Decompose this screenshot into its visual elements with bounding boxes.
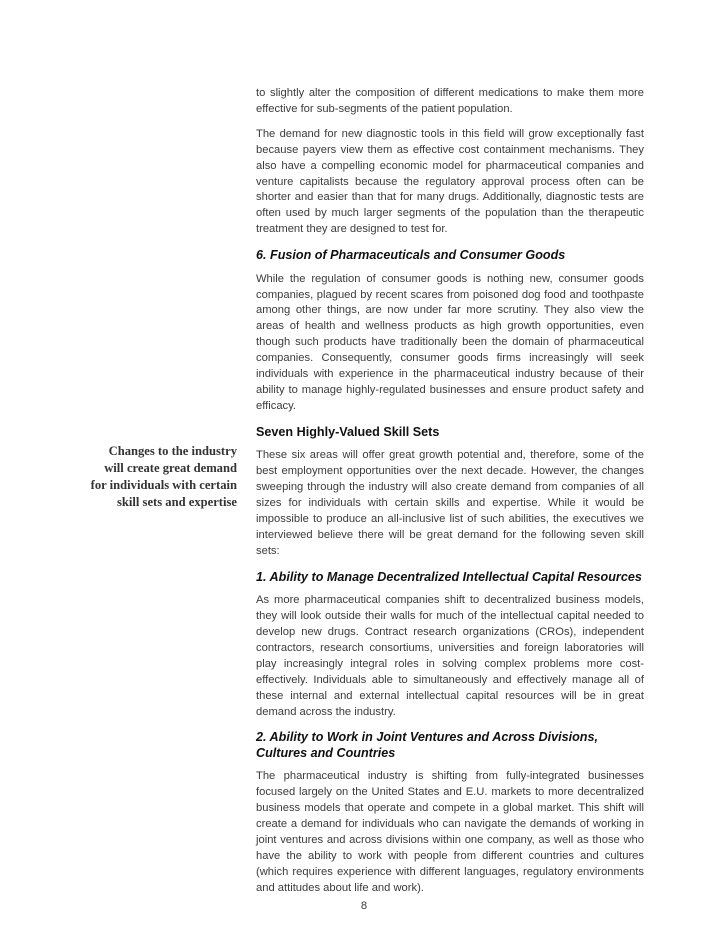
skill-1-paragraph: As more pharmaceutical companies shift to decentralized business models, they will look outside their walls for much of the intellectual capital needed to develop new drugs. Contract research organizations (CROs), independent contractors, research consortiums, universities and foreign laboratories will play increasingly integral roles in solving complex problems more cost-effectively. Individuals able to simultaneously and effectively manage all of these internal and external intellectual capital resources will be in great demand across the industry. — [256, 594, 644, 718]
skill-2-heading: 2. Ability to Work in Joint Ventures and Across Divisions, Cultures and Countries — [256, 730, 598, 760]
sidebar-pull-quote: Changes to the industry will create great demand for individuals with certain skill sets and expertise — [90, 444, 237, 510]
skill-1-heading: 1. Ability to Manage Decentralized Intellectual Capital Resources — [256, 569, 642, 584]
page-number: 8 — [360, 900, 368, 912]
intro-paragraph-1: to slightly alter the composition of different medications to make them more effective for sub-segments of the patient population. — [256, 87, 644, 115]
skill-sets-paragraph: These six areas will offer great growth potential and, therefore, some of the best employment opportunities over the next decade. However, the changes sweeping through the industry will also create demand from companies of all sizes for individuals with certain skills and expertise. While it would be impossible to produce an all-inclusive list of such abilities, the executives we interviewed believe there will be great demand for the following seven skill sets: — [256, 449, 644, 557]
intro-paragraph-2: The demand for new diagnostic tools in this field will grow exceptionally fast because payers view them as effective cost containment mechanisms. They also have a compelling economic model for pharmaceutical companies and venture capitalists because the regulatory approval process often can be shorter and easier than that for many drugs. Additionally, diagnostic tests are often used by much larger segments of the population than the therapeutic treatment they are designed to test for. — [256, 127, 644, 236]
section-6-paragraph: While the regulation of consumer goods is nothing new, consumer goods companies, plagued by recent scares from poisoned dog food and toothpaste among other things, are now under far more scrutiny. They also view the areas of health and wellness products as high growth opportunities, even though such products have traditionally been the domain of pharmaceutical companies. Consequently, consumer goods firms increasingly will seek individuals with experience in the pharmaceutical industry because of their ability to manage highly-regulated businesses and ensure product safety and efficacy. — [256, 272, 644, 412]
skill-2-paragraph: The pharmaceutical industry is shifting from fully-integrated businesses focused largely on the United States and E.U. markets to more decentralized business models that operate and compete in a global market. This shift will create a demand for individuals who can navigate the demands of working in joint ventures and across divisions within one company, as well as those who have the ability to work with people from different countries and cultures (which requires experience with different languages, regulatory environments and attitudes about life and work). — [256, 770, 644, 894]
skill-sets-heading: Seven Highly-Valued Skill Sets — [256, 424, 440, 439]
main-text-column — [256, 86, 644, 906]
section-6-heading: 6. Fusion of Pharmaceuticals and Consumer Goods — [256, 248, 566, 263]
